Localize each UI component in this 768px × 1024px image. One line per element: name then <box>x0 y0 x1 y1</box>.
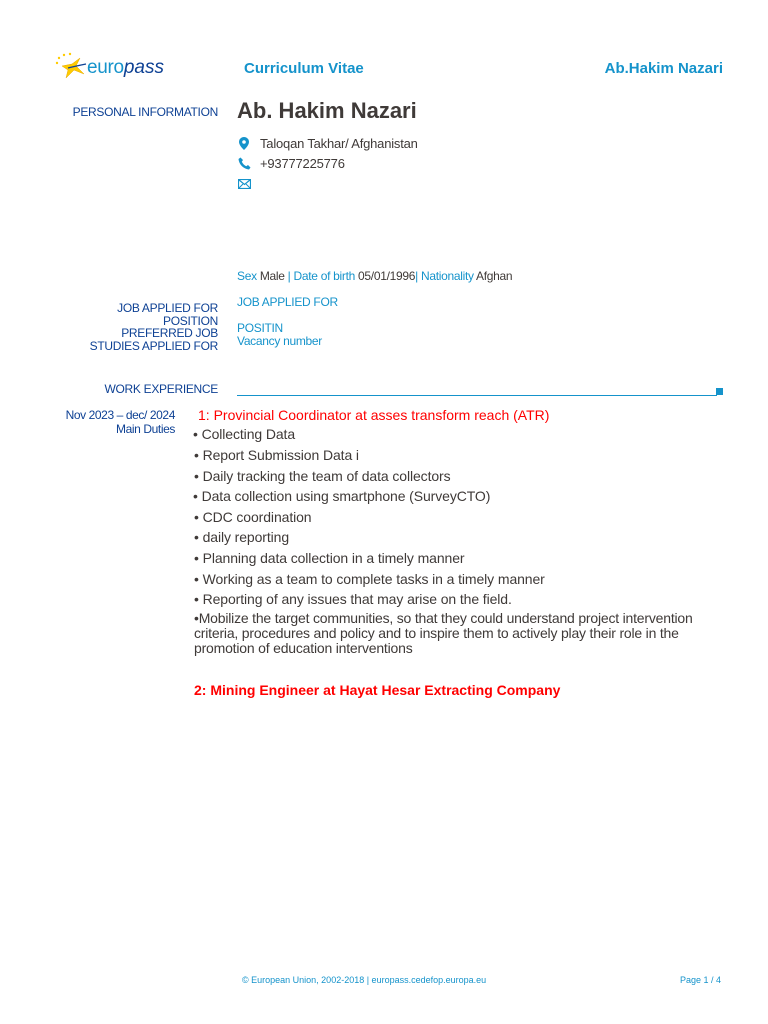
separator: | <box>287 269 294 283</box>
address-row <box>237 136 418 151</box>
vacancy-number: Vacancy number <box>237 334 322 348</box>
duty-item: • Reporting of any issues that may arise on the field. <box>194 591 512 607</box>
sex-label: Sex <box>237 269 257 283</box>
logo-prefix: euro <box>87 57 124 78</box>
duty-item: • Planning data collection in a timely manner <box>194 550 465 566</box>
job1-dates: Nov 2023 – dec/ 2024 <box>65 408 175 422</box>
full-name: Ab. Hakim Nazari <box>237 98 417 123</box>
phone-icon <box>237 157 251 171</box>
europass-logo <box>54 52 164 84</box>
section-divider <box>237 395 717 396</box>
document-title: Curriculum Vitae <box>244 60 364 77</box>
main-duties-label: Main Duties <box>116 422 175 436</box>
job2-title: 2: Mining Engineer at Hayat Hesar Extracting Company <box>194 682 561 698</box>
nationality-label: Nationality <box>420 269 474 283</box>
logo-suffix: pass <box>123 57 164 78</box>
position-label: POSITION <box>163 313 218 328</box>
phone-row <box>237 156 345 171</box>
duty-item: • Data collection using smartphone (SurveyCTO) <box>193 488 491 504</box>
phone-text: +93777225776 <box>260 156 345 171</box>
job-applied-for-value: JOB APPLIED FOR <box>237 295 338 309</box>
date-of-birth-value: 05/01/1996 <box>355 269 416 283</box>
job-applied-for-label: JOB APPLIED FOR <box>117 301 218 315</box>
europass-star-figure-icon <box>54 52 90 84</box>
work-experience-label: WORK EXPERIENCE <box>104 382 218 396</box>
section-divider-marker <box>716 388 723 395</box>
duty-item: • Collecting Data <box>193 426 296 442</box>
application-labels <box>90 302 218 352</box>
duty-item: • Working as a team to complete tasks in a timely manner <box>194 571 545 587</box>
preferred-job-label: PREFERRED JOB <box>121 326 218 340</box>
job1-title: 1: Provincial Coordinator at asses transform reach (ATR) <box>198 407 550 423</box>
duty-item: • Report Submission Data i <box>194 447 359 463</box>
nationality-value: Afghan <box>473 269 513 283</box>
email-row <box>237 177 260 191</box>
duty-item: • Daily tracking the team of data collectors <box>194 468 451 484</box>
personal-details-line <box>237 269 512 283</box>
europass-wordmark <box>87 57 164 79</box>
header-name: Ab.Hakim Nazari <box>604 60 723 77</box>
personal-information-label: PERSONAL INFORMATION <box>72 105 218 119</box>
email-envelope-icon <box>237 177 251 191</box>
duty-item: • daily reporting <box>194 529 290 545</box>
sex-value: Male <box>256 269 288 283</box>
location-pin-icon <box>237 137 251 151</box>
address-text: Taloqan Takhar/ Afghanistan <box>260 136 418 151</box>
page-number: Page 1 / 4 <box>679 975 721 985</box>
position-value: POSITIN <box>237 321 283 335</box>
mobilize-paragraph: •Mobilize the target communities, so that they could understand project intervention criteria, procedures and policy and to inspire them to actively play their role in the promotion of education interventions <box>194 610 693 656</box>
separator: | <box>415 269 421 283</box>
studies-applied-for-label: STUDIES APPLIED FOR <box>89 338 218 353</box>
duty-item: • CDC coordination <box>194 509 312 525</box>
date-of-birth-label: Date of birth <box>293 269 355 283</box>
footer-copyright: © European Union, 2002-2018 | europass.cedefop.europa.eu <box>242 975 487 985</box>
